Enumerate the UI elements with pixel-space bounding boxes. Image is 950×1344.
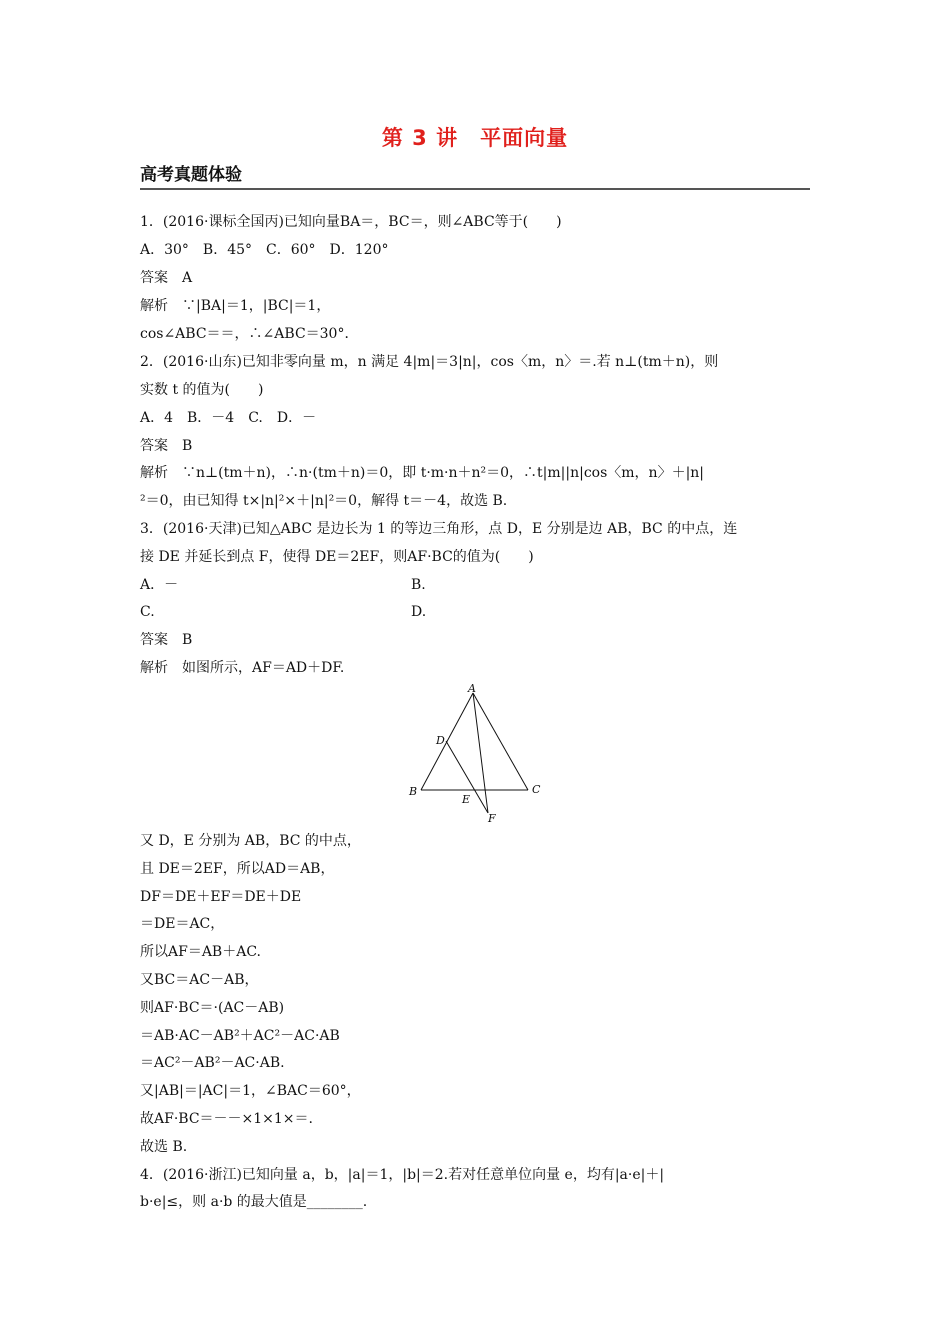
q3-conclusion: 故选 B. [140,1139,188,1155]
q1-options: A．30° B．45° C．60° D．120° [140,242,389,258]
page-title: 第 3 讲 平面向量 [381,126,569,150]
edge-ac [473,693,528,790]
label-f: F [488,812,496,822]
q2-solution-1: 解析 ∵n⊥(tm＋n)，∴n·(tm＋n)＝0，即 t·m·n＋n²＝0，∴t|m||n|cos〈m，n〉＋|n| [140,465,705,481]
q3-solution-4: ＝DE＝AC， [140,916,225,932]
q2-stem-2: 实数 t 的值为( ) [140,382,264,398]
q3-solution-intro: 解析 如图所示，AF＝AD＋DF. [140,660,345,676]
label-e: E [462,793,471,806]
q3-solution-10: 又|AB|＝|AC|＝1，∠BAC＝60°， [140,1083,361,1099]
segment-af [473,693,488,813]
section-heading: 高考真题体验 [140,165,242,185]
q3-solution-9: ＝AC²－AB²－AC·AB. [140,1055,285,1071]
q3-solution-3: DF＝DE＋EF＝DE＋DE [140,889,302,905]
q3-solution-5: 所以AF＝AB＋AC. [140,944,261,960]
q1-stem: 1．(2016·课标全国丙)已知向量BA＝，BC＝，则∠ABC等于( ) [140,214,562,230]
q3-stem-1: 3．(2016·天津)已知△ABC 是边长为 1 的等边三角形，点 D，E 分别是边 AB，BC 的中点，连 [140,521,738,537]
q2-stem-1: 2．(2016·山东)已知非零向量 m，n 满足 4|m|＝3|n|，cos〈m，n〉＝.若 n⊥(tm＋n)，则 [140,354,719,370]
q3-solution-11: 故AF·BC＝－－×1×1×＝. [140,1111,313,1127]
q4-stem-1: 4．(2016·浙江)已知向量 a，b，|a|＝1，|b|＝2.若对任意单位向量 e，均有|a·e|＋| [140,1167,665,1183]
q3-solution-8: ＝AB·AC－AB²＋AC²－AC·AB [140,1028,340,1044]
q3-solution-1: 又 D，E 分别为 AB，BC 的中点， [140,833,361,849]
q2-solution-2: ²＝0，由已知得 t×|n|²×＋|n|²＝0，解得 t＝－4，故选 B. [140,493,508,509]
label-a: A [468,682,476,695]
q3-option-b: B. [411,577,426,593]
q3-solution-2: 且 DE＝2EF，所以AD＝AB， [140,861,335,877]
section-divider [140,188,810,190]
q1-solution-1: 解析 ∵|BA|＝1，|BC|＝1， [140,298,331,314]
q3-option-a: A．－ [140,577,179,593]
q3-option-c: C. [140,604,155,620]
label-c: C [532,783,541,796]
triangle-figure [400,682,550,822]
edge-ab [421,693,473,790]
q1-solution-2: cos∠ABC＝＝，∴∠ABC＝30°． [140,326,359,342]
label-b: B [409,785,418,798]
label-d: D [436,734,445,747]
q3-option-d: D. [411,604,427,620]
q3-answer: 答案 B [140,632,193,648]
q2-answer: 答案 B [140,438,193,454]
q4-stem-2: b·e|≤，则 a·b 的最大值是________. [140,1194,368,1210]
q3-stem-2: 接 DE 并延长到点 F，使得 DE＝2EF，则AF·BC的值为( ) [140,549,534,565]
q3-solution-7: 则AF·BC＝·(AC－AB) [140,1000,285,1016]
q3-solution-6: 又BC＝AC－AB， [140,972,259,988]
q1-answer: 答案 A [140,270,193,286]
q2-options: A．4 B．－4 C. D．－ [140,410,317,426]
